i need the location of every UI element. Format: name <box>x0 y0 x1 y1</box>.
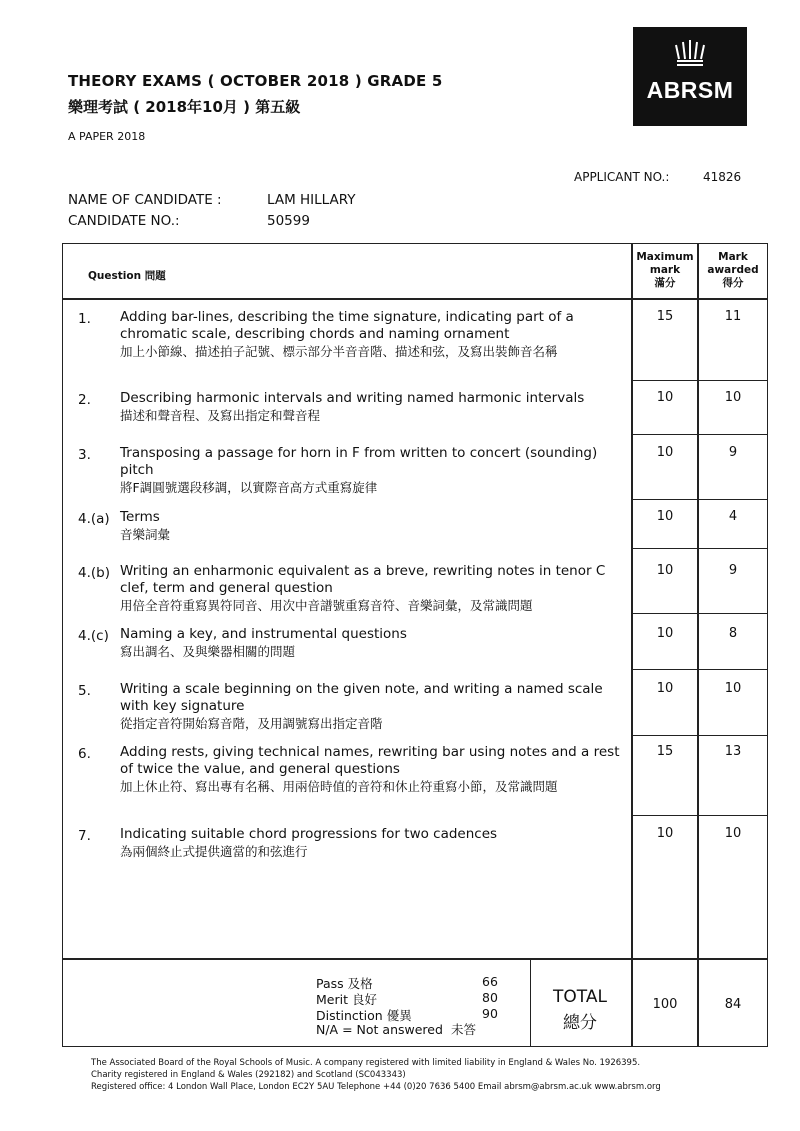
candidate-no-value: 50599 <box>267 213 310 229</box>
applicant-no-label: APPLICANT NO.: <box>574 170 670 184</box>
max-mark: 10 <box>656 390 674 405</box>
exam-title: THEORY EXAMS ( OCTOBER 2018 ) GRADE 5 <box>68 72 443 90</box>
question-text: Transposing a passage for horn in F from written to concert (sounding) pitch 將F調圓號選段移調，以實際音高方式重寫旋律 <box>120 445 598 495</box>
question-number: 4.(a) <box>78 511 110 527</box>
question-number: 5. <box>78 683 91 699</box>
grade-distinction-label: Distinction 優異 <box>316 1008 412 1023</box>
grade-merit-label: Merit 良好 <box>316 992 377 1007</box>
question-number: 2. <box>78 392 91 408</box>
applicant-no-value: 41826 <box>703 170 742 184</box>
brand-name: ABRSM <box>646 77 734 103</box>
max-mark: 10 <box>656 681 674 696</box>
candidate-name-value: LAM HILLARY <box>267 192 356 208</box>
awarded-mark: 9 <box>728 563 738 578</box>
question-text: Writing an enharmonic equivalent as a breve, rewriting notes in tenor C clef, term and general question 用倍全音符重寫異符同音、用次中音譜號重寫音符、音樂詞彙，及常識問題 <box>120 563 606 613</box>
question-number: 4.(c) <box>78 628 109 644</box>
grade-merit-value: 80 <box>482 990 498 1005</box>
question-number: 4.(b) <box>78 565 110 581</box>
question-number: 6. <box>78 746 91 762</box>
footer-office: Registered office: 4 London Wall Place, London EC2Y 5AU Telephone +44 (0)20 7636 5400 Email abrsm@abrsm.ac.uk www.abrsm.org <box>91 1082 661 1092</box>
question-number: 3. <box>78 447 91 463</box>
question-text: Adding bar-lines, describing the time signature, indicating part of a chromatic scale, describing chords and naming ornament 加上小節線、描述拍子記號、標示部分半音音階、描述和弦，及寫出裝飾音名稱 <box>120 309 574 359</box>
awarded-mark: 13 <box>724 744 742 759</box>
max-mark: 15 <box>656 309 674 324</box>
awarded-mark: 4 <box>728 509 738 524</box>
header-maximum-mark: Maximum mark 滿分 <box>636 251 694 289</box>
awarded-mark: 10 <box>724 826 742 841</box>
question-text: Terms 音樂詞彙 <box>120 509 171 542</box>
total-awarded-mark: 84 <box>724 997 742 1012</box>
paper-label: A PAPER 2018 <box>68 130 146 143</box>
awarded-mark: 10 <box>724 681 742 696</box>
header-mark-awarded: Mark awarded 得分 <box>707 251 759 289</box>
abrsm-logo <box>633 27 747 126</box>
max-mark: 10 <box>656 563 674 578</box>
total-label: TOTAL 總分 <box>553 987 607 1033</box>
not-answered-zh: 未答 <box>451 1022 477 1037</box>
max-mark: 10 <box>656 509 674 524</box>
footer-charity: Charity registered in England & Wales (292182) and Scotland (SC043343) <box>91 1070 406 1080</box>
crown-icon <box>633 39 747 71</box>
grade-pass-value: 66 <box>482 974 498 989</box>
question-number: 7. <box>78 828 91 844</box>
not-answered-note: N/A = Not answered <box>316 1022 443 1037</box>
max-mark: 10 <box>656 445 674 460</box>
question-number: 1. <box>78 311 91 327</box>
question-text: Adding rests, giving technical names, rewriting bar using notes and a rest of twice the value, and general questions 加上休止符、寫出專有名稱、用兩倍時值的音符和休止符重寫小節，及常識問題 <box>120 744 620 794</box>
awarded-mark: 11 <box>724 309 742 324</box>
awarded-mark: 8 <box>728 626 738 641</box>
max-mark: 10 <box>656 826 674 841</box>
max-mark: 15 <box>656 744 674 759</box>
grade-distinction-value: 90 <box>482 1006 498 1021</box>
awarded-mark: 9 <box>728 445 738 460</box>
question-text: Writing a scale beginning on the given note, and writing a named scale with key signature 從指定音符開始寫音階，及用調號寫出指定音階 <box>120 681 603 731</box>
max-mark: 10 <box>656 626 674 641</box>
total-max-mark: 100 <box>652 997 678 1012</box>
header-question: Question 問題 <box>88 270 166 282</box>
candidate-no-label: CANDIDATE NO.: <box>68 213 180 229</box>
question-text: Naming a key, and instrumental questions 寫出調名、及與樂器相關的問題 <box>120 626 407 659</box>
question-text: Indicating suitable chord progressions for two cadences 為兩個終止式提供適當的和弦進行 <box>120 826 498 859</box>
footer-company: The Associated Board of the Royal Schools of Music. A company registered with limited liability in England & Wales No. 1926395. <box>91 1058 641 1068</box>
candidate-name-label: NAME OF CANDIDATE : <box>68 192 222 208</box>
awarded-mark: 10 <box>724 390 742 405</box>
grade-pass-label: Pass 及格 <box>316 976 373 991</box>
question-text: Describing harmonic intervals and writing named harmonic intervals 描述和聲音程、及寫出指定和聲音程 <box>120 390 585 423</box>
exam-title-zh: 樂理考試 ( 2018年10月 ) 第五級 <box>68 98 301 116</box>
